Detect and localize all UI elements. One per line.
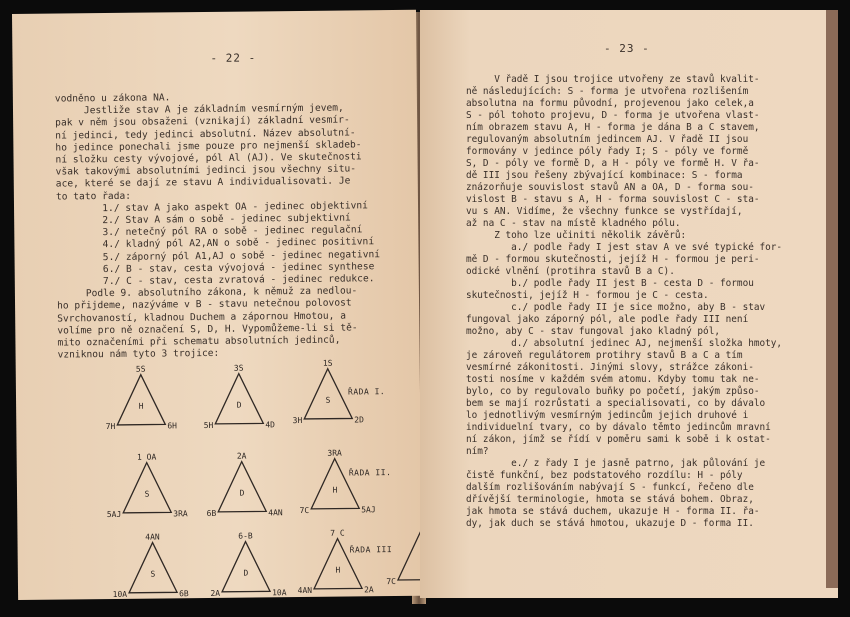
text-line: dalším rozlišováním nabývají S - funkcí, řečeno dle	[466, 482, 754, 493]
text-line: 6./ B - stav, cesta vývojová - jedinec synthese	[56, 261, 375, 276]
text-line: d./ absolutní jedinec AJ, nejmenší složka hmoty,	[466, 338, 783, 349]
text-line: dřívější terminologie, hmota se stává bohem. Obraz,	[466, 494, 754, 505]
text-line: regulovaným absolutním jedincem AJ. V řadě II jsou	[466, 134, 749, 145]
text-line: Svrchovaností, kladnou Duchem a zápornou Hmotou, a	[57, 310, 347, 325]
text-line: lo jednotlivým vesmírným jedincům jejich druhové i	[466, 410, 749, 421]
text-line: odické vlnění (protihra stavů B a C).	[466, 266, 675, 277]
triangle	[311, 458, 360, 508]
text-line: mito označeními při schematu absolutních jedinců,	[57, 334, 341, 349]
text-line: vzniknou nám tyto 3 trojice:	[57, 348, 220, 361]
left-page-text	[55, 90, 381, 362]
right-page	[420, 10, 838, 598]
text-line: 5./ záporný pól A1,AJ o sobě - jedinec negativní	[56, 248, 381, 264]
triangle-left-label: 10A	[112, 589, 128, 599]
text-line: ní složku cesty vývojové, pól Al (AJ). Ve skutečnosti	[55, 151, 362, 166]
text-line: bylo, co by regulovalo buňky po početí, jakým způso-	[466, 386, 760, 397]
triangle-right-label: 4D	[265, 420, 276, 430]
text-line: ace, které se dají ze stavu A individualisovati. Je	[55, 175, 351, 190]
text-line: vu s AN. Vidíme, že všechny funkce se vystřídají,	[466, 206, 743, 217]
triangle-top-label: 5S	[135, 364, 146, 374]
triangle-center-label: S	[325, 395, 331, 405]
triangle-left-label: 5AJ	[106, 509, 122, 520]
triangle-left-label: 6B	[206, 508, 217, 518]
triangle-right-label: 4AN	[268, 508, 283, 518]
text-line: vodněno u zákona NA.	[54, 92, 171, 105]
triangle-top-label: 1 OA	[136, 452, 157, 462]
page-number: - 23 -	[604, 42, 650, 55]
triangle-left-label: 2A	[210, 588, 221, 598]
triangle-right-label: 2A	[364, 585, 374, 595]
page-number: - 22 -	[210, 51, 257, 65]
triangle-right-label: 10A	[272, 588, 287, 598]
text-line: individuelní tvary, co by dávalo těmto jedincům mravní	[466, 422, 771, 433]
triangle-center-label: D	[243, 568, 249, 578]
triangle-top-label: 2A	[236, 451, 247, 461]
triangle-center-label: H	[335, 565, 341, 575]
triangle-center-label: D	[236, 400, 242, 410]
text-line: absolutna na formu původní, projevenou jako celek,a	[466, 98, 754, 109]
text-line: Jestliže stav A je základním vesmírným jevem,	[54, 102, 344, 117]
text-line: jak hmota se stává duchem, ukazuje H - forma II. řa-	[466, 506, 760, 517]
triangle-right-label: 5AJ	[361, 505, 376, 515]
text-line: S - pól tohoto projevu, D - forma je utvořena vlast-	[466, 110, 760, 121]
triangle-top-label: 6-B	[238, 531, 253, 541]
triangle-left-label: 3H	[292, 415, 303, 426]
triangle-left-label: 5H	[203, 420, 214, 431]
right-page-text	[466, 74, 782, 530]
triangle-left-label: 4AN	[297, 585, 313, 596]
text-line: ní jedinci, tedy jedinci absolutní. Název absolutní-	[55, 127, 356, 142]
triangle-top-label: 3RA	[327, 448, 342, 458]
text-line: znázorňuje souvislost stavů AN a OA, D - forma sou-	[466, 182, 754, 193]
triangle-right-label: 6H	[167, 421, 178, 431]
text-line: ním obrazem stavu A, H - forma je dána B a C stavem,	[466, 122, 760, 133]
text-line: vislost B - stavu s A, H - forma souvislost C - sta-	[466, 194, 760, 205]
triangle-left-label: 7C	[299, 505, 310, 516]
triangle	[123, 462, 172, 512]
text-line: vesmírné zákonitosti. Jinými slovy, strážce zákoni-	[466, 362, 754, 373]
text-line: a./ podle řady I jest stav A ve své typické for-	[466, 242, 783, 253]
triangle-right-label: 2D	[354, 415, 364, 425]
triangle	[215, 373, 264, 423]
left-page	[12, 10, 422, 600]
triangle-center-label: H	[332, 485, 338, 495]
text-line: však takovými absolutními jedinci jsou všechny situ-	[55, 163, 357, 178]
text-line: ním?	[466, 446, 489, 457]
text-line: Podle 9. absolutního zákona, k němuž za nedlou-	[56, 285, 358, 300]
text-line: formovány v jedince póly řady I; S - póly ve formě	[466, 146, 749, 157]
triangle	[218, 461, 267, 511]
row-label-3: ŘADA III	[349, 545, 393, 555]
triangle-top-label: 4AN	[145, 532, 160, 542]
text-line: ho jedince ponechali jsme pouze pro nejmenší skladeb-	[55, 139, 362, 154]
triangle-left-label: 7C	[386, 577, 397, 587]
row-label-1: ŘADA I.	[347, 387, 386, 397]
triangle-right-label: 3RA	[173, 509, 188, 519]
text-line: ho přijdeme, nazýváme v B - stavu netečnou polovost	[57, 297, 352, 312]
triangle-center-label: S	[144, 489, 150, 499]
triangle-center-label: H	[138, 401, 144, 411]
text-line: tosti nosíme v každém svém atomu. Kdyby tomu tak ne-	[466, 374, 760, 385]
text-line: S, D - póly ve formě D, a H - póly ve formě H. V řa-	[466, 158, 760, 169]
text-line: možno, aby C - stav fungoval jako kladný pól,	[466, 326, 720, 337]
triangle	[304, 368, 353, 418]
text-line: 7./ C - stav, cesta zvratová - jedinec redukce.	[56, 273, 375, 288]
text-line: je zároveň regulátorem protihry stavů B a C a tím	[466, 350, 743, 361]
text-line: 1./ stav A jako aspekt OA - jedinec objektivní	[55, 200, 368, 215]
triangle-center-label: S	[150, 569, 156, 579]
triangle	[397, 529, 422, 579]
text-line: dy, jak duch se stává hmotou, ukazuje D - forma II.	[466, 518, 754, 529]
triangle-left-label: 7H	[105, 421, 116, 432]
text-line: c./ podle řady II je sice možno, aby B - stav	[466, 302, 766, 313]
triangle-top-label: 3S	[233, 363, 244, 373]
text-line: fungoval jako záporný pól, ale podle řady III není	[466, 314, 749, 325]
text-line: až na C - stav na místě kladného pólu.	[466, 218, 681, 229]
triangle-center-label: D	[239, 488, 245, 498]
text-line: 3./ netečný pól RA o sobě - jedinec regulační	[56, 224, 363, 239]
row-label-2: ŘADA II.	[348, 468, 392, 478]
text-line: V řadě I jsou trojice utvořeny ze stavů kvalit-	[466, 74, 760, 85]
triangle-right-label: 6B	[179, 589, 189, 599]
text-line: ně následujících: S - forma je utvořena rozlišením	[466, 86, 749, 97]
text-line: ní zákon, jímž se řídí v poměru sami k sobě i k ostat-	[466, 434, 771, 445]
text-line: bem se mají rozrůstati a specialisovati, co by dávalo	[466, 398, 766, 409]
triangle-top-label: 7 C	[330, 528, 345, 538]
triangle-top-label: 1S	[322, 358, 333, 368]
text-line: dě III jsou řešeny zbývající kombinace: S - forma	[466, 170, 743, 181]
text-line: čistě funkční, bez podstatového rozdílu: H - póly	[466, 470, 743, 481]
text-line: volíme pro ně označení S, D, H. Vypomůžeme-li si tě-	[57, 322, 358, 337]
text-line: Z toho lze učiniti několik závěrů:	[466, 230, 687, 241]
text-line: mě D - formou skutečnosti, jejíž H - formou je peri-	[466, 254, 760, 265]
text-line: e./ z řady I je jasně patrno, jak půlování je	[466, 458, 766, 469]
text-line: b./ podle řady II jest B - cesta D - formou	[466, 278, 754, 289]
book-cover-edge	[826, 10, 838, 588]
triangle	[129, 542, 178, 592]
triangle	[117, 374, 166, 424]
text-line: 2./ Stav A sám o sobě - jedinec subjektivní	[56, 212, 351, 227]
text-line: skutečnosti, jejíž H - formou je C - cesta.	[466, 290, 709, 301]
text-line: to tato řada:	[55, 190, 132, 203]
text-line: 4./ kladný pól A2,AN o sobě - jedinec positivní	[56, 236, 375, 251]
triangle	[222, 541, 271, 591]
triangle-diagram	[16, 350, 423, 600]
text-line: pak v něm jsou obsaženi (vznikají) základní vesmír-	[55, 114, 350, 129]
